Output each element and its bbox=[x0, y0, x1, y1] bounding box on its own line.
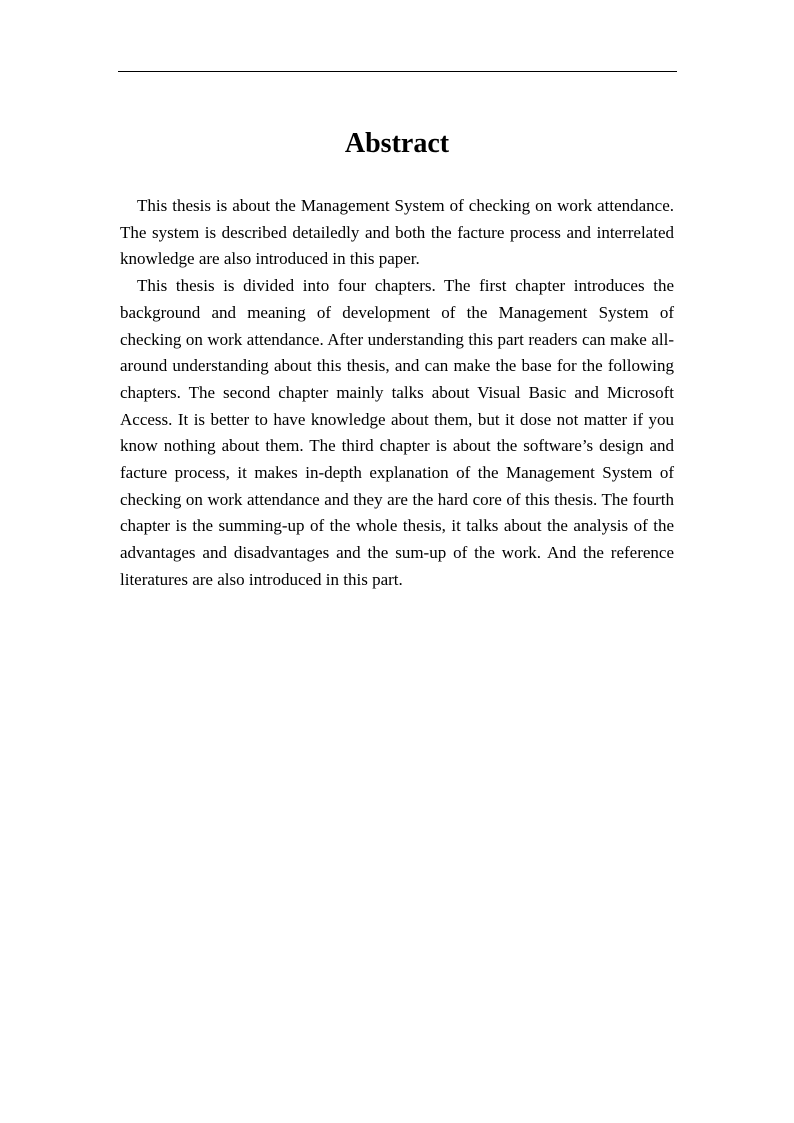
abstract-title: Abstract bbox=[344, 128, 450, 159]
abstract-paragraph-1: This thesis is about the Management System of checking on work attendance. The system is described detailedly and both the facture process and interrelated knowledge are also introduced in this paper. bbox=[120, 196, 674, 269]
abstract-body bbox=[120, 193, 674, 594]
header-rule bbox=[118, 71, 677, 72]
abstract-paragraph-2: This thesis is divided into four chapters. The first chapter introduces the background and meaning of development of the Management System of checking on work attendance. After understanding this part readers can make all-around understanding about this thesis, and can make the base for the following chapters. The second chapter mainly talks about Visual Basic and Microsoft Access. It is better to have knowledge about them, but it dose not matter if you know nothing about them. The third chapter is about the software’s design and facture process, it makes in-depth explanation of the Management System of checking on work attendance and they are the hard core of this thesis. The fourth chapter is the summing-up of the whole thesis, it talks about the analysis of the advantages and disadvantages and the sum-up of the work. And the reference literatures are also introduced in this part. bbox=[120, 276, 674, 589]
